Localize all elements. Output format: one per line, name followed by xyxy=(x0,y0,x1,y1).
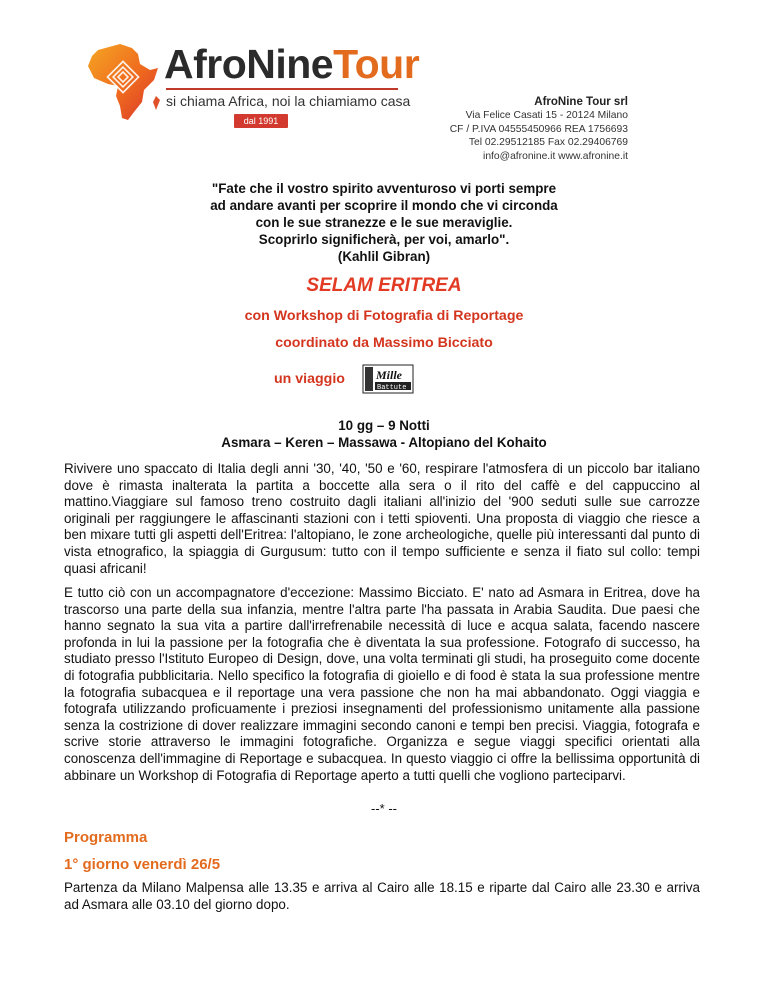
brand-name xyxy=(164,40,419,88)
trip-route: Asmara – Keren – Massawa - Altopiano del Kohaito xyxy=(221,435,547,450)
intro-paragraph: Rivivere uno spaccato di Italia degli anni '30, '40, '50 e '60, respirare l'atmosfera di un piccolo bar italiano dove è rimasta inalterata la partita a boccette alla sera o il rito del caffè e del cappuccino al mattino.Viaggiare sul famoso treno costruito dagli italiani all'inizio del '900 seduti sulle sue carrozze originali per raggiungere le affascinanti stazioni con i tetti spioventi. Una proposta di viaggio che riesce a ben mixare tutti gli aspetti dell'Eritrea: l'altopiano, le zone archeologiche, quelle più interessanti dal punto di vista etnografico, la spiaggia di Gurgusum: tutto con il tempo sufficiente e senza il fiato sul collo: tempi quasi africani! xyxy=(64,461,700,576)
quote-line: con le sue stranezze e le sue meraviglie. xyxy=(255,215,513,230)
un-viaggio-label: un viaggio xyxy=(274,371,345,387)
company-details xyxy=(450,96,628,163)
quote-line: ad andare avanti per scoprire il mondo che vi circonda xyxy=(210,198,558,213)
brand-afro: Afro xyxy=(164,41,247,87)
mille-battute-logo xyxy=(362,364,414,394)
svg-text:Battute: Battute xyxy=(377,384,407,392)
quote-line: "Fate che il vostro spirito avventuroso vi porti sempre xyxy=(211,181,557,196)
quote-author: (Kahlil Gibran) xyxy=(337,249,431,264)
trip-coordinator: coordinato da Massimo Bicciato xyxy=(275,335,493,351)
programma-heading: Programma xyxy=(64,829,148,846)
quote-line: Scoprirlo significherà, per voi, amarlo". xyxy=(258,232,510,247)
section-separator: --* -- xyxy=(371,801,397,816)
company-fiscal: CF / P.IVA 04555450966 REA 1756693 xyxy=(449,123,628,135)
brand-tour: Tour xyxy=(333,41,420,87)
company-address: Via Felice Casati 15 - 20124 Milano xyxy=(465,110,628,122)
day1-paragraph: Partenza da Milano Malpensa alle 13.35 e arriva al Cairo alle 18.15 e riparte dal Cairo alle 23.30 e arriva ad Asmara alle 03.10 del giorno dopo. xyxy=(64,880,700,912)
day1-heading: 1° giorno venerdì 26/5 xyxy=(64,856,221,873)
trip-subtitle: con Workshop di Fotografia di Reportage xyxy=(244,308,524,324)
trip-duration-block xyxy=(0,417,768,451)
brand-nine: Nine xyxy=(246,41,334,87)
guide-paragraph: E tutto ciò con un accompagnatore d'eccezione: Massimo Bicciato. E' nato ad Asmara in Eritrea, dove ha trascorso una parte della sua infanzia, mentre l'altra parte l'ha passata in Arabia Saudita. Due paesi che hanno segnato la sua vita a partire dall'irrefrenabile necessità di luce e acqua salata, facendo nascere profonda in lui la passione per la fotografia che è diventata la sua professione. Fotografo di successo, ha studiato presso l'Istituto Europeo di Design, dove, una volta terminati gli studi, ha proseguito come docente di fotografia pubblicitaria. Nello specifico la fotografia di gioiello e di food è stata la sua professione mentre la fotografia subacquea e il reportage una vera passione che non ha mai abbandonato. Oggi viaggia e fotografa utilizzando proficuamente i preziosi insegnamenti del professionismo unitamente alla passione senza la costrizione di dover realizzare immagini secondo canoni e tempi ben precisi. Viaggia, fotografa e scrive storie attraverso le immagini fotografiche. Organizza e segue viaggi specifici orientati alla conoscenza dell'immagine di Reportage e subacquea. In questo viaggio ci offre la bellissima opportunità di abbinare un Workshop di Fotografia di Reportage aperto a tutti quelli che vogliono parteciparvi. xyxy=(64,585,700,783)
company-name: AfroNine Tour srl xyxy=(534,96,628,108)
africa-map-icon xyxy=(84,40,164,124)
brand-underline xyxy=(166,88,398,90)
trip-duration: 10 gg – 9 Notti xyxy=(338,418,430,433)
svg-text:Mille: Mille xyxy=(376,368,402,382)
since-badge: dal 1991 xyxy=(234,114,288,128)
brand-tagline: si chiama Africa, noi la chiamiamo casa xyxy=(166,93,411,109)
trip-title: SELAM ERITREA xyxy=(306,275,462,296)
company-phone: Tel 02.29512185 Fax 02.29406769 xyxy=(468,137,628,149)
opening-quote xyxy=(160,180,608,265)
company-web: info@afronine.it www.afronine.it xyxy=(483,150,628,162)
brand-logo xyxy=(84,40,420,130)
